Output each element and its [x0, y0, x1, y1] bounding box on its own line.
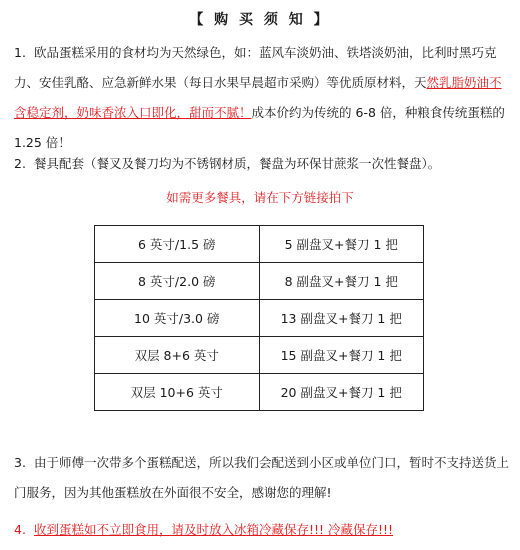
- notice-item-3: [14, 448, 510, 508]
- highlight-text: 然乳脂奶油不含稳定剂，奶味香浓入口即化，甜而不腻！: [14, 75, 502, 120]
- warning-text: 收到蛋糕如不立即食用，请及时放入冰箱冷藏保存!!! 冷藏保存!!!: [34, 522, 394, 537]
- item-text: 餐具配套（餐叉及餐刀均为不锈钢材质，餐盘为环保甘蔗浆一次性餐盘）。: [34, 156, 441, 171]
- cake-size-cell: 8 英寸/2.0 磅: [95, 263, 260, 300]
- table-row: [95, 300, 424, 337]
- table-row: [95, 374, 424, 411]
- notice-item-4: [14, 515, 510, 545]
- table-row: [95, 226, 424, 263]
- item-number: 3.: [14, 455, 26, 470]
- cutlery-count-cell: 8 副盘叉+餐刀 1 把: [259, 263, 424, 300]
- page-title: 【 购 买 须 知 】: [189, 12, 331, 28]
- table-row: [95, 263, 424, 300]
- item-number: 1.: [14, 45, 26, 60]
- cake-size-cell: 双层 10+6 英寸: [95, 374, 260, 411]
- item-text: 由于师傅一次带多个蛋糕配送，所以我们会配送到小区或单位门口，暂时不支持送货上门服务，因为其他蛋糕放在外面很不安全，感谢您的理解!: [14, 455, 510, 500]
- more-cutlery-note: 如需更多餐具，请在下方链接拍下: [166, 190, 354, 205]
- item-number: 2.: [14, 156, 26, 171]
- cake-size-cell: 6 英寸/1.5 磅: [95, 226, 260, 263]
- notice-item-2: [14, 149, 510, 179]
- cake-size-cell: 双层 8+6 英寸: [95, 337, 260, 374]
- item-number: 4.: [14, 522, 26, 537]
- cutlery-count-cell: 13 副盘叉+餐刀 1 把: [259, 300, 424, 337]
- cutlery-count-cell: 5 副盘叉+餐刀 1 把: [259, 226, 424, 263]
- notice-item-1: [14, 38, 510, 158]
- table-row: [95, 337, 424, 374]
- cutlery-count-cell: 20 副盘叉+餐刀 1 把: [259, 374, 424, 411]
- cutlery-count-cell: 15 副盘叉+餐刀 1 把: [259, 337, 424, 374]
- item-tail-text: 成本价约为传统的 6-8 倍，种粮食传统蛋糕的 1.25 倍！: [14, 105, 505, 150]
- cutlery-table: [94, 225, 424, 411]
- item-text: 欧品蛋糕采用的食材均为天然绿色，如：蓝风车淡奶油、铁塔淡奶油，比利时黑巧克力、安佳乳酪、应急新鲜水果（每日水果早晨超市采购）等优质原材料，天: [14, 45, 497, 90]
- cake-size-cell: 10 英寸/3.0 磅: [95, 300, 260, 337]
